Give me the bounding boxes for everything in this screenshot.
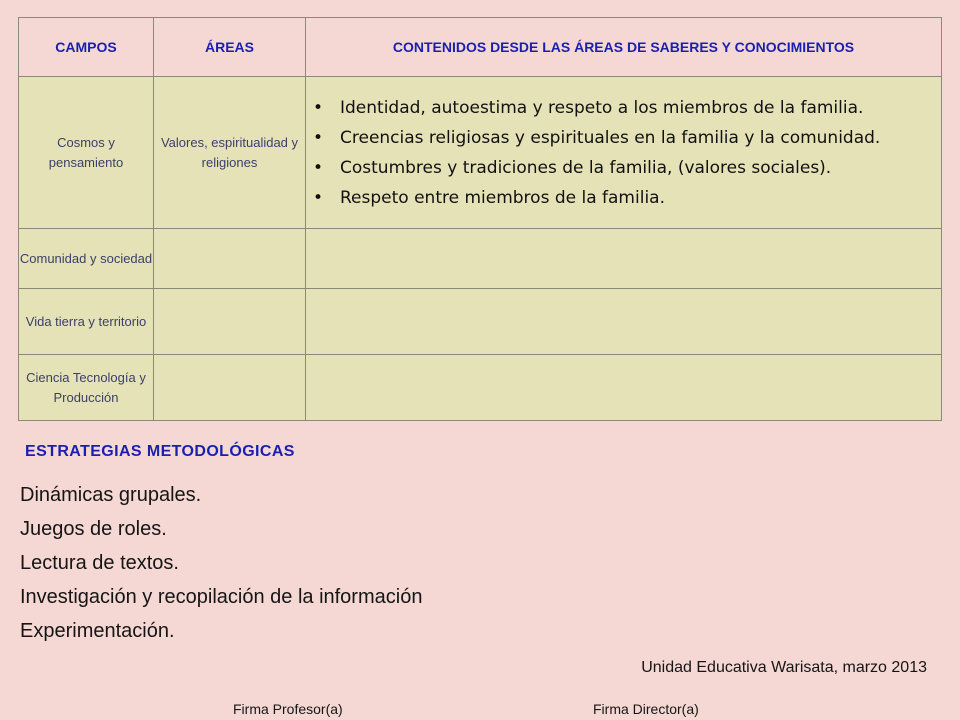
- header-areas: ÁREAS: [154, 18, 306, 77]
- table-row: [19, 289, 942, 355]
- list-item: Experimentación.: [20, 620, 175, 642]
- area-cell: [154, 229, 306, 289]
- area-cell: [154, 289, 306, 355]
- director-signature-label: Firma Director(a): [593, 701, 699, 717]
- place-date: Unidad Educativa Warisata, marzo 2013: [641, 659, 927, 676]
- table-header-row: [19, 18, 942, 77]
- header-campos: CAMPOS: [19, 18, 154, 77]
- contenidos-cell: [306, 289, 942, 355]
- list-item: Investigación y recopilación de la información: [20, 586, 423, 608]
- table-row: [19, 355, 942, 421]
- campo-cell: Cosmos y pensamiento: [19, 77, 154, 229]
- list-item: Lectura de textos.: [20, 552, 179, 574]
- contenidos-cell: [306, 355, 942, 421]
- campo-cell: Comunidad y sociedad: [19, 229, 154, 289]
- list-item: • Creencias religiosas y espirituales en la familia y la comunidad.: [340, 123, 937, 153]
- list-item: • Costumbres y tradiciones de la familia, (valores sociales).: [340, 153, 937, 183]
- contenidos-cell: [306, 229, 942, 289]
- bullet-icon: •: [313, 127, 324, 148]
- teacher-signature-label: Firma Profesor(a): [233, 701, 343, 717]
- list-item: Juegos de roles.: [20, 518, 167, 540]
- table-row: [19, 229, 942, 289]
- table-row: [19, 77, 942, 229]
- area-cell: Valores, espiritualidad y religiones: [154, 77, 306, 229]
- list-item: Dinámicas grupales.: [20, 484, 202, 506]
- curriculum-table: [18, 17, 942, 421]
- area-cell: [154, 355, 306, 421]
- header-contenidos: CONTENIDOS DESDE LAS ÁREAS DE SABERES Y CONOCIMIENTOS: [306, 18, 942, 77]
- list-item: • Identidad, autoestima y respeto a los miembros de la familia.: [340, 93, 937, 123]
- strategies-list: [20, 478, 422, 648]
- bullet-icon: •: [313, 97, 324, 118]
- campo-cell: Ciencia Tecnología y Producción: [19, 355, 154, 421]
- strategies-heading: ESTRATEGIAS METODOLÓGICAS: [25, 443, 295, 460]
- list-item: • Respeto entre miembros de la familia.: [340, 183, 937, 213]
- bullet-icon: •: [313, 157, 324, 178]
- contenidos-list: [306, 93, 941, 213]
- bullet-icon: •: [313, 187, 324, 208]
- contenidos-cell: [306, 77, 942, 229]
- campo-cell: Vida tierra y territorio: [19, 289, 154, 355]
